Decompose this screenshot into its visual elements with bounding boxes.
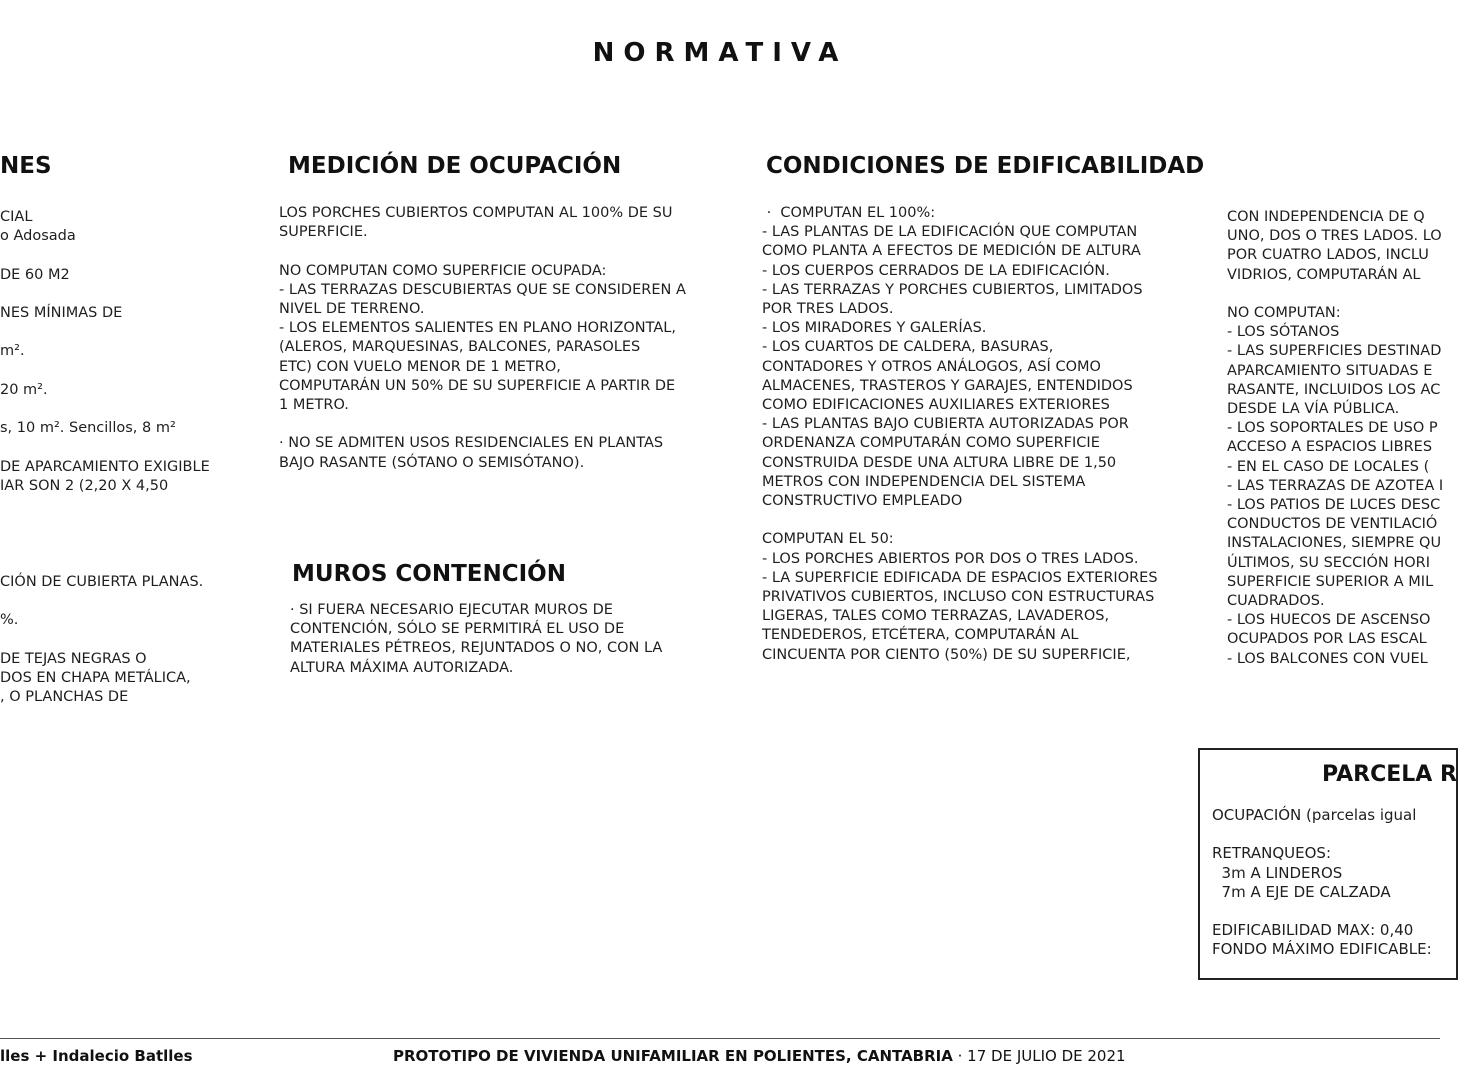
edificabilidad-continuation-text: CON INDEPENDENCIA DE Q UNO, DOS O TRES LADOS. LO POR CUATRO LADOS, INCLU VIDRIOS, COMPUTARÁN AL NO COMPUTAN: - LOS SÓTANOS - LAS SUPERFICIES DESTINAD APARCAMIENTO SITUADAS E RASANTE, INCLUIDOS LOS AC DESDE LA VÍA PÚBLICA. - LOS SOPORTALES DE USO P ACCESO A ESPACIOS LIBRES - EN EL CASO DE LOCALES ( - LAS TERRAZAS DE AZOTEA I - LOS PATIOS DE LUCES DESC CONDUCTOS DE VENTILACIÓ INSTALACIONES, SIEMPRE QU ÚLTIMOS, SU SECCIÓN HORI SUPERFICIE SUPERIOR A MIL CUADRADOS. - LOS HUECOS DE ASCENSO OCUPADOS POR LAS ESCAL - LOS BALCONES CON VUEL [1227, 209, 1444, 667]
footer-project-title: PROTOTIPO DE VIVIENDA UNIFAMILIAR EN POLIENTES, CANTABRIA [393, 1047, 953, 1065]
section-heading-condiciones-edificabilidad: CONDICIONES DE EDIFICABILIDAD [766, 153, 1205, 179]
section-heading-condiciones: NES [0, 153, 52, 179]
footer-authors: lles + Indalecio Batlles [0, 1047, 193, 1065]
section-heading-muros-contencion: MUROS CONTENCIÓN [292, 561, 566, 587]
section-heading-medicion-ocupacion: MEDICIÓN DE OCUPACIÓN [288, 153, 622, 179]
footer-project-info [393, 1047, 1126, 1065]
condiciones-edificabilidad-text: · COMPUTAN EL 100%: - LAS PLANTAS DE LA EDIFICACIÓN QUE COMPUTAN COMO PLANTA A EFECTOS DE MEDICIÓN DE ALTURA - LOS CUERPOS CERRADOS DE LA EDIFICACIÓN. - LAS TERRAZAS Y PORCHES CUBIERTOS, LIMITADOS POR TRES LADOS. - LOS MIRADORES Y GALERÍAS. - LOS CUARTOS DE CALDERA, BASURAS, CONTADORES Y OTROS ANÁLOGOS, ASÍ COMO ALMACENES, TRASTEROS Y GARAJES, ENTENDIDOS COMO EDIFICACIONES AUXILIARES EXTERIORES - LAS PLANTAS BAJO CUBIERTA AUTORIZADAS POR ORDENANZA COMPUTARÁN COMO SUPERFICIE CONSTRUIDA DESDE UNA ALTURA LIBRE DE 1,50 METROS CON INDEPENDENCIA DEL SISTEMA CONSTRUCTIVO EMPLEADO COMPUTAN EL 50: - LOS PORCHES ABIERTOS POR DOS O TRES LADOS. - LA SUPERFICIE EDIFICADA DE ESPACIOS EXTERIORES PRIVATIVOS CUBIERTOS, INCLUSO CON ESTRUCTURAS LIGERAS, TALES COMO TERRAZAS, LAVADEROS, TENDEDEROS, ETCÉTERA, COMPUTARÁN AL CINCUENTA POR CIENTO (50%) DE SU SUPERFICIE, [762, 205, 1158, 663]
footer-date: · 17 DE JULIO DE 2021 [952, 1047, 1126, 1065]
muros-contencion-text: · SI FUERA NECESARIO EJECUTAR MUROS DE CONTENCIÓN, SÓLO SE PERMITIRÁ EL USO DE MATERIALES PÉTREOS, REJUNTADOS O NO, CON LA ALTURA MÁXIMA AUTORIZADA. [290, 602, 663, 676]
parcela-box-title: PARCELA R [1322, 762, 1457, 787]
footer-divider [0, 1038, 1440, 1039]
parcela-box [1198, 748, 1458, 980]
condiciones-text: CIAL o Adosada DE 60 M2 NES MÍNIMAS DE m². 20 m². s, 10 m². Sencillos, 8 m² DE APARCAMIENTO EXIGIBLE IAR SON 2 (2,20 X 4,50 CIÓN DE CUBIERTA PLANAS. %. DE TEJAS NEGRAS O DOS EN CHAPA METÁLICA, , O PLANCHAS DE [0, 209, 210, 706]
medicion-ocupacion-text: LOS PORCHES CUBIERTOS COMPUTAN AL 100% DE SU SUPERFICIE. NO COMPUTAN COMO SUPERFICIE OCUPADA: - LAS TERRAZAS DESCUBIERTAS QUE SE CONSIDEREN A NIVEL DE TERRENO. - LOS ELEMENTOS SALIENTES EN PLANO HORIZONTAL, (ALEROS, MARQUESINAS, BALCONES, PARASOLES ETC) CON VUELO MENOR DE 1 METRO, COMPUTARÁN UN 50% DE SU SUPERFICIE A PARTIR DE 1 METRO. · NO SE ADMITEN USOS RESIDENCIALES EN PLANTAS BAJO RASANTE (SÓTANO O SEMISÓTANO). [279, 205, 686, 471]
parcela-box-text: OCUPACIÓN (parcelas igual RETRANQUEOS: 3m A LINDEROS 7m A EJE DE CALZADA EDIFICABILIDAD MAX: 0,40 FONDO MÁXIMO EDIFICABLE: [1212, 806, 1432, 959]
page-title: NORMATIVA [592, 38, 848, 68]
